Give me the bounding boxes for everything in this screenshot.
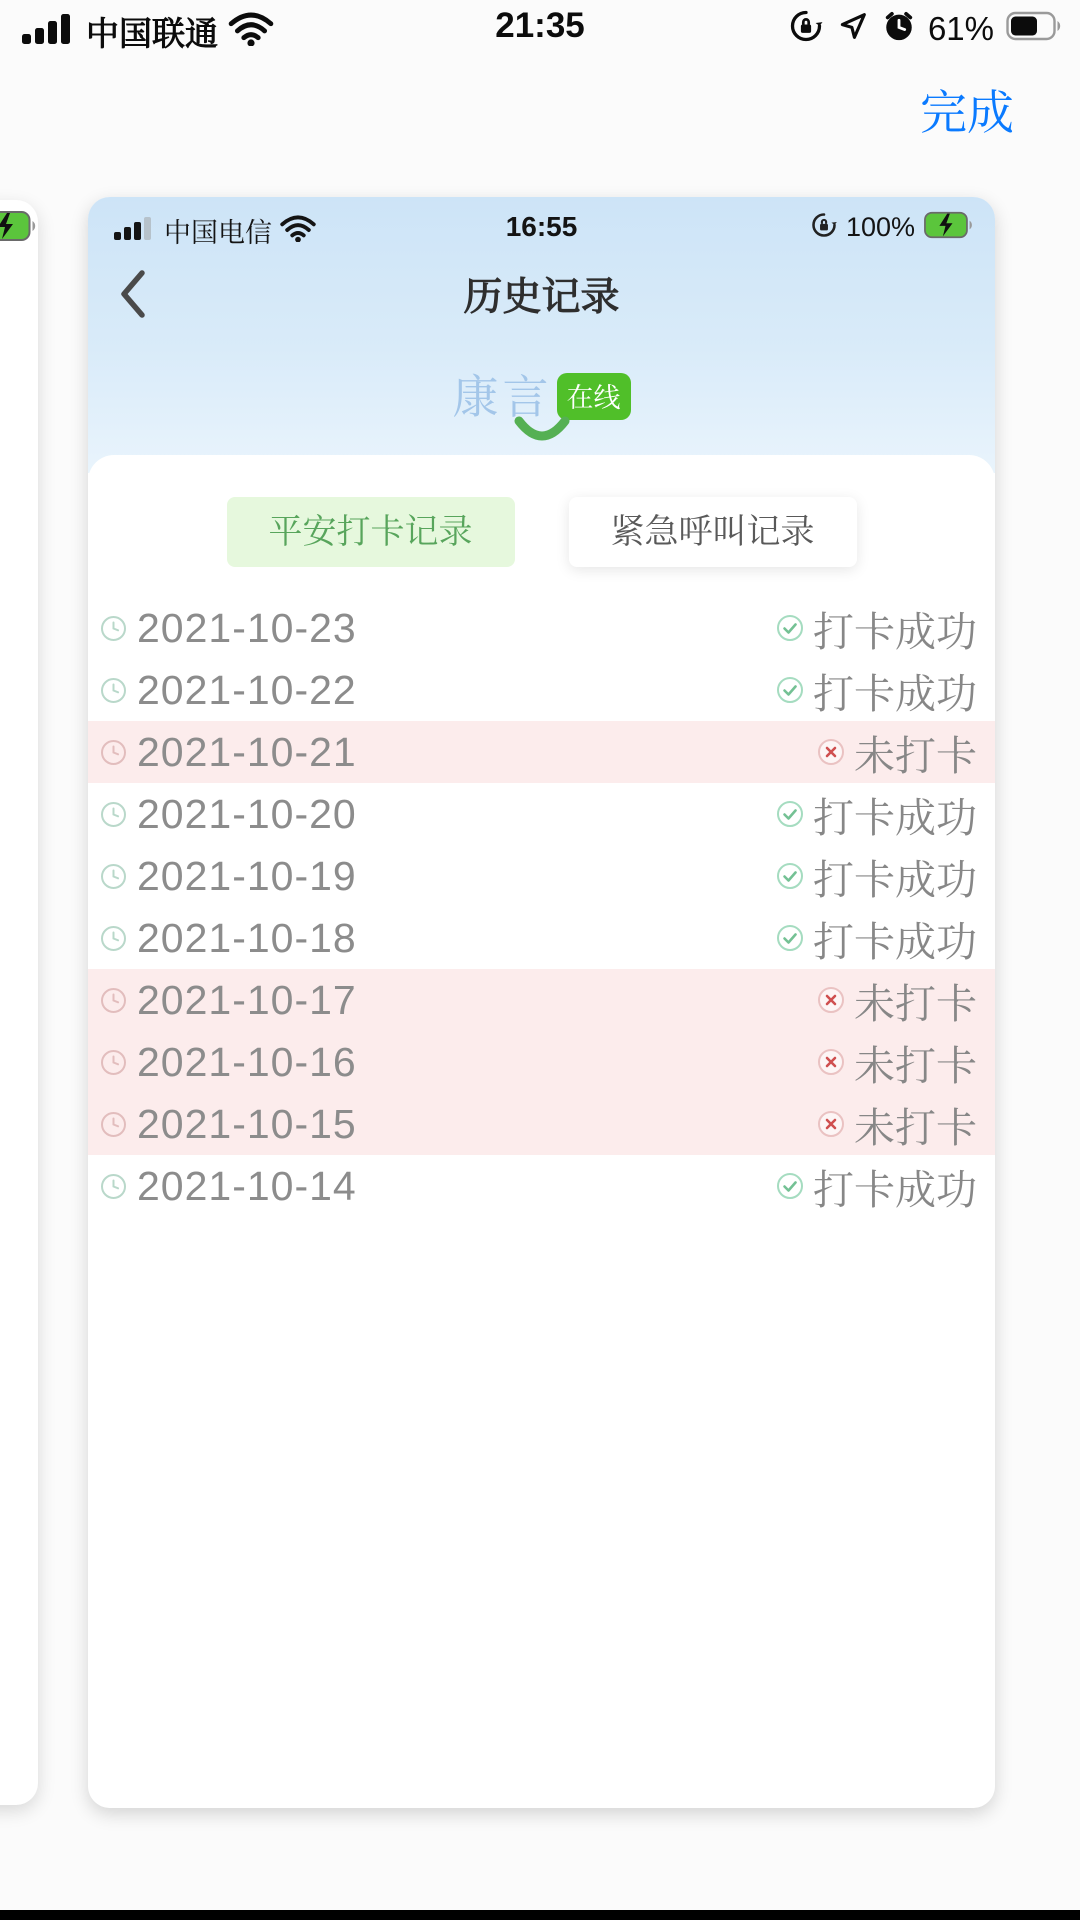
outer-carrier-label: 中国联通 xyxy=(86,15,218,52)
tab-safety-checkin-records[interactable]: 平安打卡记录 xyxy=(227,497,515,567)
inner-app-header xyxy=(88,197,995,473)
checkin-success-icon xyxy=(776,800,804,828)
inner-orientation-lock-icon xyxy=(810,211,838,244)
screenshot-preview-card xyxy=(88,197,995,1808)
inner-charging-battery-icon xyxy=(923,211,975,244)
record-row[interactable] xyxy=(88,1155,995,1217)
outer-status-bar xyxy=(0,0,1080,54)
clock-icon xyxy=(100,1111,127,1138)
checkin-success-icon xyxy=(776,924,804,952)
checkin-missed-icon xyxy=(817,986,845,1014)
alarm-clock-icon xyxy=(882,9,916,48)
user-name: 康言 xyxy=(452,371,553,423)
record-date: 2021-10-23 xyxy=(137,604,357,651)
checkin-success-icon xyxy=(776,1172,804,1200)
inner-carrier-label: 中国电信 xyxy=(164,218,272,248)
bottom-home-bar xyxy=(0,1910,1080,1920)
back-button[interactable] xyxy=(116,269,150,321)
record-status: 打卡成功 xyxy=(813,1166,977,1213)
record-row[interactable] xyxy=(88,597,995,659)
clock-icon xyxy=(100,801,127,828)
done-button[interactable]: 完成 xyxy=(920,76,1014,143)
record-status: 未打卡 xyxy=(854,1104,977,1151)
record-tabs xyxy=(88,497,995,567)
record-date: 2021-10-17 xyxy=(137,976,357,1023)
record-row[interactable] xyxy=(88,659,995,721)
record-status: 打卡成功 xyxy=(813,918,977,965)
clock-icon xyxy=(100,677,127,704)
checkin-success-icon xyxy=(776,676,804,704)
record-status: 打卡成功 xyxy=(813,670,977,717)
records-panel xyxy=(88,455,995,1808)
clock-icon xyxy=(100,1049,127,1076)
record-status: 未打卡 xyxy=(854,1042,977,1089)
record-row[interactable] xyxy=(88,1031,995,1093)
record-status: 打卡成功 xyxy=(813,794,977,841)
online-status-badge: 在线 xyxy=(557,373,631,420)
orientation-lock-icon xyxy=(788,8,824,49)
outer-battery-percent: 61% xyxy=(927,9,994,47)
checkin-missed-icon xyxy=(817,1110,845,1138)
outer-status-time: 21:35 xyxy=(495,6,585,45)
clock-icon xyxy=(100,615,127,642)
checkin-missed-icon xyxy=(817,1048,845,1076)
smile-arc-icon xyxy=(88,415,995,452)
record-date: 2021-10-14 xyxy=(137,1162,357,1209)
inner-battery-percent: 100% xyxy=(845,212,915,242)
record-row[interactable] xyxy=(88,845,995,907)
page-title: 历史记录 xyxy=(463,276,620,319)
record-date: 2021-10-16 xyxy=(137,1038,357,1085)
record-date: 2021-10-15 xyxy=(137,1100,357,1147)
record-row[interactable] xyxy=(88,907,995,969)
records-list xyxy=(88,597,995,1217)
record-date: 2021-10-21 xyxy=(137,728,357,775)
clock-icon xyxy=(100,987,127,1014)
record-row[interactable] xyxy=(88,721,995,783)
inner-status-time: 16:55 xyxy=(505,211,578,242)
inner-status-bar xyxy=(88,209,995,251)
clock-icon xyxy=(100,863,127,890)
record-status: 打卡成功 xyxy=(813,856,977,903)
location-arrow-icon xyxy=(836,9,870,48)
record-status: 打卡成功 xyxy=(813,608,977,655)
record-status: 未打卡 xyxy=(854,732,977,779)
record-row[interactable] xyxy=(88,1093,995,1155)
clock-icon xyxy=(100,739,127,766)
record-date: 2021-10-18 xyxy=(137,914,357,961)
record-row[interactable] xyxy=(88,969,995,1031)
previous-screenshot-card[interactable] xyxy=(0,200,38,1805)
clock-icon xyxy=(100,1173,127,1200)
checkin-missed-icon xyxy=(817,738,845,766)
checkin-success-icon xyxy=(776,614,804,642)
record-date: 2021-10-22 xyxy=(137,666,357,713)
record-status: 未打卡 xyxy=(854,980,977,1027)
charging-battery-icon xyxy=(0,210,38,247)
record-row[interactable] xyxy=(88,783,995,845)
battery-icon xyxy=(1006,11,1064,46)
checkin-success-icon xyxy=(776,862,804,890)
tab-emergency-call-records[interactable]: 紧急呼叫记录 xyxy=(569,497,857,567)
clock-icon xyxy=(100,925,127,952)
record-date: 2021-10-19 xyxy=(137,852,357,899)
record-date: 2021-10-20 xyxy=(137,790,357,837)
